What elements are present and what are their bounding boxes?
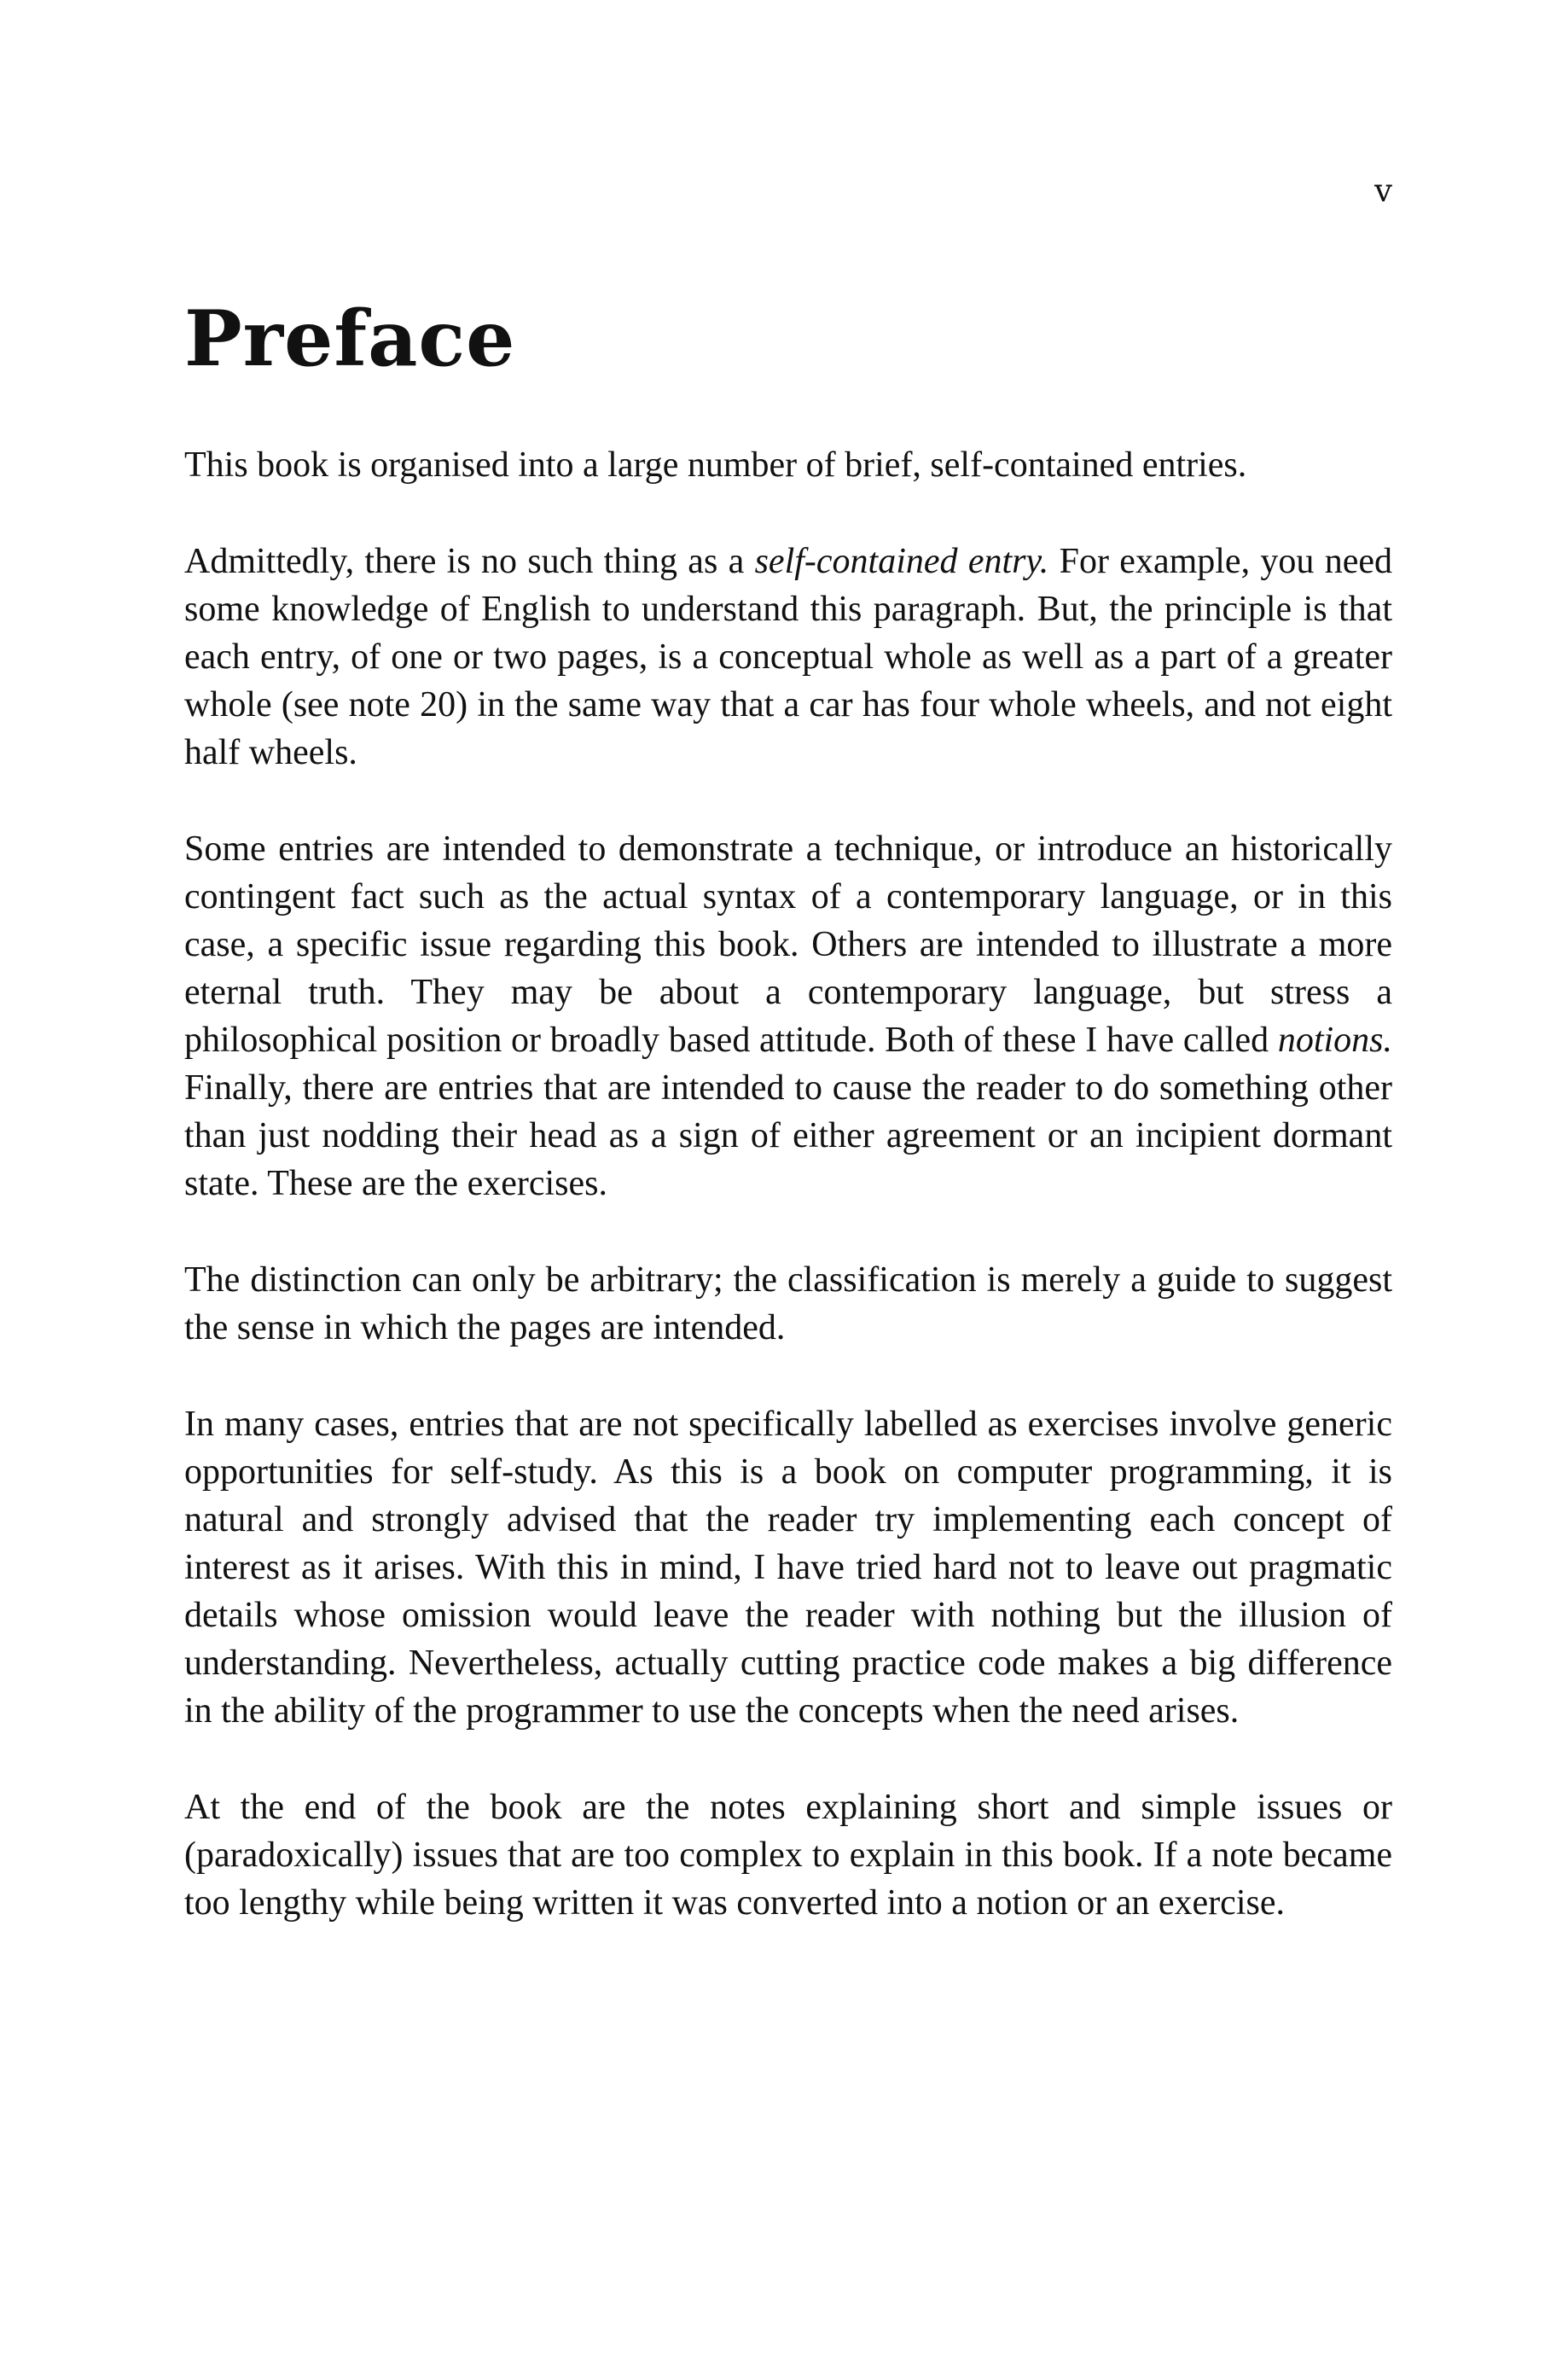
emphasis-notions: notions.	[1277, 1021, 1392, 1060]
page-title: Preface	[184, 294, 516, 384]
paragraph-distinction: The distinction can only be arbitrary; the classification is merely a guide to suggest the sense in which the pages are intended.	[184, 1260, 1392, 1347]
emphasis-self-contained-entry: self-contained entry.	[754, 542, 1049, 581]
paragraph-text: Admittedly, there is no such thing as a	[184, 542, 755, 581]
preface-body	[184, 441, 1392, 1975]
paragraph-self-contained	[184, 538, 1392, 777]
page-number: v	[1374, 172, 1392, 209]
paragraph-notes: At the end of the book are the notes explaining short and simple issues or (paradoxically) issues that are too complex to explain in this book. If a note became too lengthy while being written it was converted into a notion or an exercise.	[184, 1788, 1392, 1923]
paragraph-text: Some entries are intended to demonstrate a technique, or introduce an historically contingent fact such as the actual syntax of a contemporary language, or in this case, a specific issue regarding this book. Others are intended to illustrate a more eternal truth. They may be about a contemporary language, but stress a philosophical position or broadly based attitude. Both of these I have called	[184, 829, 1392, 1060]
paragraph-text: Finally, there are entries that are intended to cause the reader to do something other than just nodding their head as a sign of either agreement or an incipient dormant state. These are the exercises.	[184, 1068, 1392, 1203]
paragraph-intro: This book is organised into a large number of brief, self-contained entries.	[184, 445, 1247, 485]
paragraph-entry-types	[184, 825, 1392, 1207]
paragraph-text: For example, you need some knowledge of English to understand this paragraph. But, the principle is that each entry, of one or two pages, is a conceptual whole as well as a part of a greater whole (see note 20) in the same way that a car has four whole wheels, and not eight half wheels.	[184, 542, 1392, 772]
paragraph-self-study: In many cases, entries that are not specifically labelled as exercises involve generic opportunities for self-study. As this is a book on computer programming, it is natural and strongly advised that the reader try implementing each concept of interest as it arises. With this in mind, I have tried hard not to leave out pragmatic details whose omission would leave the reader with nothing but the illusion of understanding. Nevertheless, actually cutting practice code makes a big difference in the ability of the programmer to use the concepts when the need arises.	[184, 1405, 1392, 1731]
